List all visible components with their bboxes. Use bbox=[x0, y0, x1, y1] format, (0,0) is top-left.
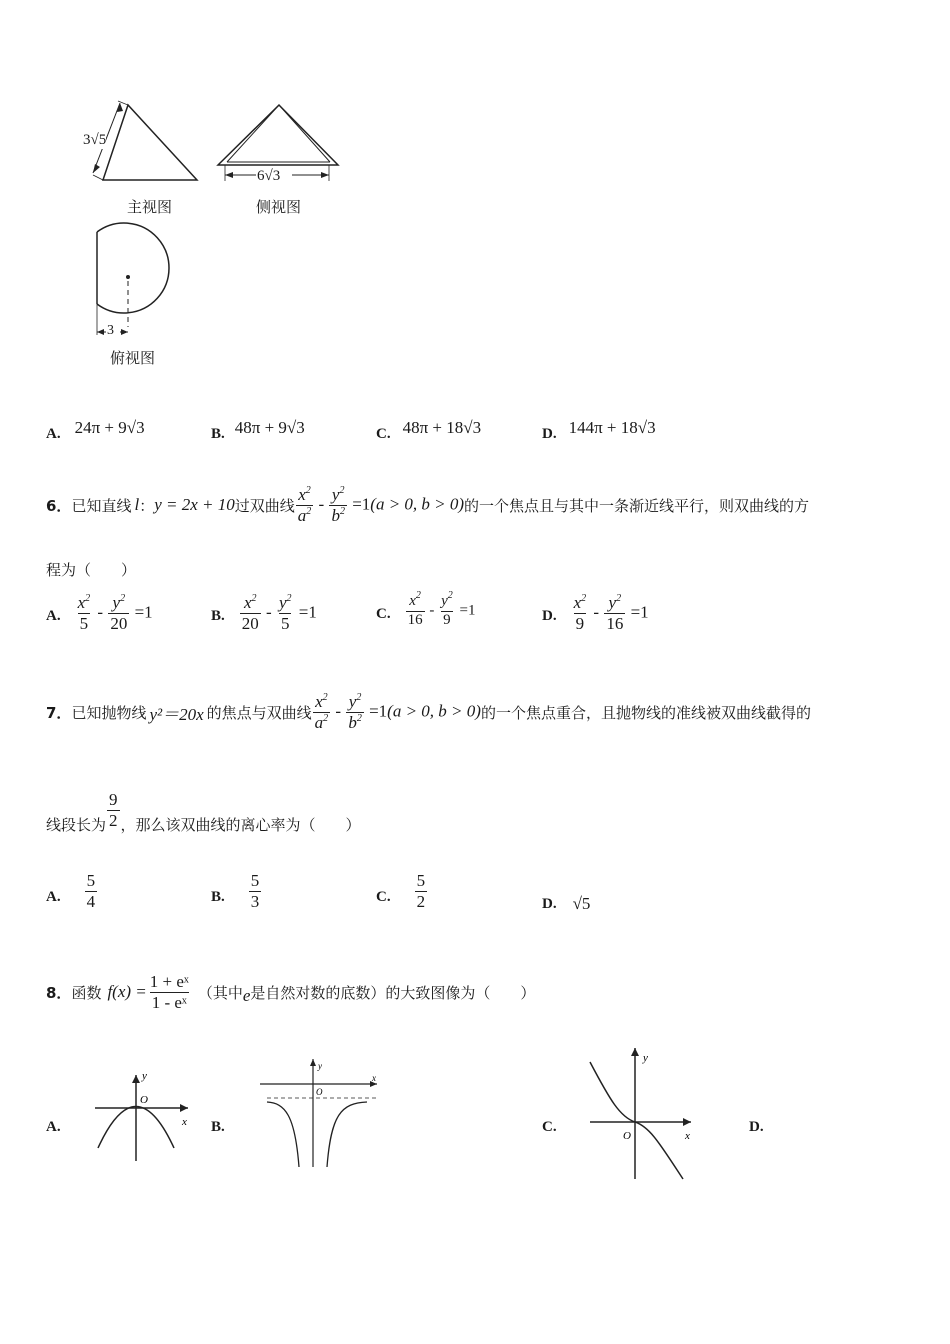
option-denominator: 2 bbox=[416, 891, 426, 911]
option-label: C. bbox=[376, 888, 391, 905]
curve-left bbox=[267, 1102, 299, 1167]
top-view bbox=[97, 223, 169, 335]
q8-text-3: 是自然对数的底数）的大致图像为（ ） bbox=[250, 983, 536, 1002]
b-squared: 5 bbox=[280, 613, 290, 633]
b-squared: 20 bbox=[110, 613, 128, 633]
option-label: C. bbox=[376, 605, 391, 622]
option-denominator: 3 bbox=[250, 891, 260, 911]
q8-option-d-label[interactable]: D. bbox=[749, 1119, 764, 1135]
q6-option-d[interactable] bbox=[542, 594, 649, 633]
q6-option-b[interactable] bbox=[211, 594, 317, 633]
hyperbola-equation: $\frac{x^2}{a^2}$ - $\frac{y^2}{b^2}$ =1(a > 0, b > 0) bbox=[297, 484, 465, 525]
option-label: D. bbox=[542, 607, 557, 624]
side-view-label: 侧视图 bbox=[256, 198, 302, 216]
question-number: 7． bbox=[46, 703, 72, 722]
q5-option-a[interactable] bbox=[46, 412, 145, 443]
q7-option-c[interactable] bbox=[376, 872, 428, 911]
option-label: A. bbox=[46, 607, 61, 624]
segment-numerator: 9 bbox=[109, 790, 118, 810]
option-equation: $\frac{x^2}{20}$ - $\frac{y^2}{5}$ =1 bbox=[241, 593, 317, 633]
option-value: √5 bbox=[572, 894, 591, 913]
q8-option-a-label[interactable]: A. bbox=[46, 1119, 61, 1135]
option-label: A. bbox=[46, 888, 61, 905]
front-view bbox=[93, 101, 197, 180]
origin-label: O bbox=[316, 1087, 323, 1097]
hyperbola-condition: (a > 0, b > 0) bbox=[370, 493, 465, 513]
q6-text-2: 过双曲线 bbox=[234, 496, 295, 515]
y-axis-label: y bbox=[142, 1070, 147, 1082]
three-view-figure bbox=[70, 95, 370, 335]
option-label: B. bbox=[211, 426, 225, 442]
q7-stem-line1 bbox=[46, 676, 811, 748]
option-numerator: 5 bbox=[250, 871, 260, 890]
option-label: D. bbox=[542, 426, 557, 442]
q5-option-d[interactable] bbox=[542, 412, 656, 443]
line-name: l bbox=[134, 495, 140, 514]
option-value: 24π + 9√3 bbox=[74, 417, 145, 437]
option-label: C. bbox=[376, 426, 391, 442]
q8-graph-b[interactable] bbox=[255, 1055, 385, 1170]
hyperbola-condition: (a > 0, b > 0) bbox=[387, 700, 481, 720]
y-axis-label: y bbox=[643, 1052, 648, 1064]
x-axis-label: x bbox=[182, 1116, 187, 1128]
q8-stem bbox=[46, 962, 535, 1022]
q8-option-c-label[interactable]: C. bbox=[542, 1119, 557, 1135]
q6-option-c[interactable] bbox=[376, 590, 476, 629]
question-number: 8． bbox=[46, 983, 72, 1002]
y-axis-label: y bbox=[318, 1061, 322, 1071]
option-label: B. bbox=[211, 888, 225, 905]
e-variable: e bbox=[242, 986, 251, 1005]
q6-colon: ： bbox=[139, 496, 155, 515]
a-squared: 20 bbox=[241, 613, 259, 633]
q6-text-1: 已知直线 bbox=[71, 496, 132, 515]
b-squared: 9 bbox=[443, 611, 451, 628]
q6-option-a[interactable] bbox=[46, 594, 153, 633]
option-equation: $\frac{x^2}{16}$ - $\frac{y^2}{9}$ =1 bbox=[407, 590, 476, 628]
q8-option-b-label[interactable]: B. bbox=[211, 1119, 225, 1135]
segment-denominator: 2 bbox=[109, 811, 118, 830]
q7-text-2: 的焦点与双曲线 bbox=[206, 703, 312, 722]
option-equation: $\frac{x^2}{9}$ - $\frac{y^2}{16}$ =1 bbox=[573, 593, 649, 633]
option-denominator: 4 bbox=[86, 891, 96, 911]
q6-stem-line1 bbox=[46, 470, 809, 540]
origin-label: O bbox=[623, 1130, 631, 1142]
question-number: 6． bbox=[46, 496, 72, 515]
side-view-dimension: 6√3 bbox=[257, 168, 281, 184]
q7-stem-line2 bbox=[46, 786, 361, 835]
front-view-label: 主视图 bbox=[127, 198, 173, 216]
top-view-dimension: 3 bbox=[107, 323, 114, 338]
option-label: D. bbox=[542, 895, 557, 912]
q8-graph-c[interactable] bbox=[585, 1045, 705, 1185]
option-equation: $\frac{x^2}{5}$ - $\frac{y^2}{20}$ =1 bbox=[77, 593, 153, 633]
option-label: A. bbox=[46, 426, 61, 442]
hyperbola-equation: $\frac{x^2}{a^2}$ - $\frac{y^2}{b^2}$ =1(a > 0, b > 0) bbox=[314, 691, 481, 732]
option-value: 48π + 9√3 bbox=[234, 417, 305, 437]
q5-option-c[interactable] bbox=[376, 412, 481, 443]
option-numerator: 5 bbox=[416, 871, 426, 890]
x-axis-label: x bbox=[372, 1073, 376, 1083]
q8-graph-a[interactable] bbox=[90, 1065, 200, 1165]
segment-length bbox=[107, 791, 120, 830]
function-fraction bbox=[148, 973, 191, 1012]
parabola-equation: y²＝20x bbox=[149, 704, 204, 724]
option-value: 144π + 18√3 bbox=[568, 417, 656, 437]
a-squared: 16 bbox=[407, 611, 423, 628]
q7-text-3: 的一个焦点重合，且抛物线的准线被双曲线截得的 bbox=[480, 703, 811, 722]
curve bbox=[590, 1062, 683, 1179]
option-value: 48π + 18√3 bbox=[402, 417, 482, 437]
q7-text-1: 已知抛物线 bbox=[71, 703, 147, 722]
q8-text-2: （其中 bbox=[197, 983, 243, 1002]
a-squared: 9 bbox=[575, 613, 585, 633]
q8-text-1: 函数 bbox=[71, 983, 102, 1002]
option-numerator: 5 bbox=[86, 871, 96, 890]
curve-right bbox=[327, 1102, 367, 1167]
x-axis-label: x bbox=[685, 1130, 690, 1142]
q7-text-4: 线段长为 bbox=[46, 816, 107, 834]
function-numerator: 1 + eˣ bbox=[149, 971, 189, 991]
q6-text-3: 的一个焦点且与其中一条渐近线平行，则双曲线的方 bbox=[464, 496, 810, 515]
q7-option-a[interactable] bbox=[46, 872, 98, 911]
q6-stem-line2: 程为（ ） bbox=[46, 561, 137, 579]
b-squared: 16 bbox=[606, 613, 624, 633]
function-denominator: 1 - eˣ bbox=[151, 992, 187, 1012]
q7-option-d[interactable] bbox=[542, 894, 590, 914]
q7-text-5: ，那么该双曲线的离心率为（ ） bbox=[120, 816, 361, 834]
a-squared: 5 bbox=[79, 613, 89, 633]
line-equation: y = 2x + 10 bbox=[154, 495, 235, 514]
origin-label: O bbox=[140, 1094, 148, 1106]
q7-option-b[interactable] bbox=[211, 872, 262, 911]
top-view-label: 俯视图 bbox=[110, 349, 156, 367]
function-name: f(x) = bbox=[107, 982, 147, 1001]
front-view-dimension: 3√5 bbox=[83, 132, 107, 148]
q5-option-b[interactable] bbox=[211, 412, 305, 443]
option-label: B. bbox=[211, 607, 225, 624]
